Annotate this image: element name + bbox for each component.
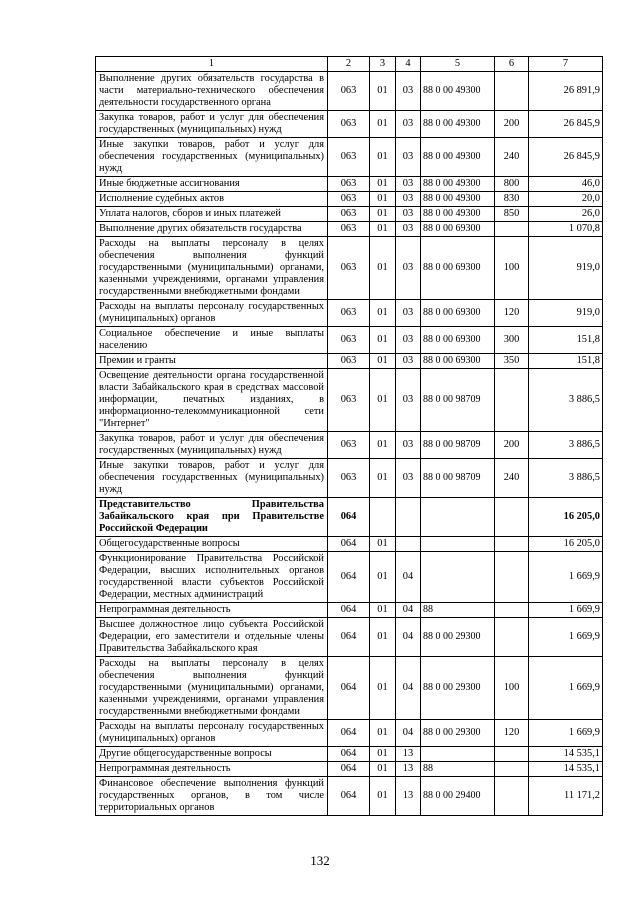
page-number: 132 xyxy=(310,853,330,868)
cell-ministry: 064 xyxy=(328,552,370,603)
header-col-5: 5 xyxy=(421,57,495,72)
table-row xyxy=(96,237,603,300)
cell-section: 01 xyxy=(370,369,396,432)
cell-ministry: 064 xyxy=(328,618,370,657)
header-col-6: 6 xyxy=(495,57,529,72)
cell-section: 01 xyxy=(370,762,396,777)
cell-section: 01 xyxy=(370,657,396,720)
header-col-3: 3 xyxy=(370,57,396,72)
cell-target-article: 88 0 00 29300 xyxy=(421,657,495,720)
row-name: Иные закупки товаров, работ и услуг для обеспечения государственных (муниципальных) нужд xyxy=(96,459,328,498)
table-row xyxy=(96,177,603,192)
cell-ministry: 063 xyxy=(328,237,370,300)
cell-expense-type: 100 xyxy=(495,657,529,720)
cell-ministry: 064 xyxy=(328,747,370,762)
cell-amount: 3 886,5 xyxy=(529,369,603,432)
table-row xyxy=(96,720,603,747)
cell-expense-type xyxy=(495,537,529,552)
cell-amount: 26 891,9 xyxy=(529,72,603,111)
cell-subsection: 03 xyxy=(396,354,421,369)
cell-subsection xyxy=(396,498,421,537)
table-row xyxy=(96,762,603,777)
row-name: Расходы на выплаты персоналу государственных (муниципальных) органов xyxy=(96,300,328,327)
table-body xyxy=(96,72,603,816)
cell-ministry: 063 xyxy=(328,111,370,138)
budget-table xyxy=(95,56,603,816)
row-name: Высшее должностное лицо субъекта Российской Федерации, его заместители и отдельные члены Правительства Забайкальского края xyxy=(96,618,328,657)
table-row xyxy=(96,777,603,816)
table-row xyxy=(96,369,603,432)
cell-amount: 151,8 xyxy=(529,354,603,369)
cell-ministry: 063 xyxy=(328,138,370,177)
cell-ministry: 063 xyxy=(328,222,370,237)
cell-expense-type: 200 xyxy=(495,111,529,138)
cell-expense-type xyxy=(495,72,529,111)
cell-ministry: 063 xyxy=(328,72,370,111)
row-name: Выполнение других обязательств государства xyxy=(96,222,328,237)
row-name: Непрограммная деятельность xyxy=(96,762,328,777)
header-col-7: 7 xyxy=(529,57,603,72)
cell-subsection: 04 xyxy=(396,657,421,720)
cell-ministry: 063 xyxy=(328,327,370,354)
cell-subsection: 04 xyxy=(396,603,421,618)
cell-subsection: 13 xyxy=(396,747,421,762)
cell-target-article xyxy=(421,552,495,603)
cell-subsection: 03 xyxy=(396,369,421,432)
cell-subsection: 03 xyxy=(396,177,421,192)
row-name: Закупка товаров, работ и услуг для обеспечения государственных (муниципальных) нужд xyxy=(96,432,328,459)
cell-expense-type: 200 xyxy=(495,432,529,459)
cell-target-article: 88 xyxy=(421,603,495,618)
cell-section: 01 xyxy=(370,327,396,354)
cell-ministry: 064 xyxy=(328,762,370,777)
cell-section xyxy=(370,498,396,537)
table-row xyxy=(96,432,603,459)
cell-ministry: 063 xyxy=(328,432,370,459)
cell-subsection: 03 xyxy=(396,207,421,222)
cell-subsection: 04 xyxy=(396,618,421,657)
cell-ministry: 063 xyxy=(328,300,370,327)
cell-expense-type: 350 xyxy=(495,354,529,369)
row-name: Премии и гранты xyxy=(96,354,328,369)
cell-subsection: 03 xyxy=(396,459,421,498)
cell-expense-type: 830 xyxy=(495,192,529,207)
cell-section: 01 xyxy=(370,72,396,111)
cell-section: 01 xyxy=(370,552,396,603)
cell-expense-type xyxy=(495,762,529,777)
cell-subsection: 03 xyxy=(396,300,421,327)
cell-expense-type: 240 xyxy=(495,459,529,498)
row-name: Исполнение судебных актов xyxy=(96,192,328,207)
cell-target-article: 88 0 00 49300 xyxy=(421,177,495,192)
cell-subsection xyxy=(396,537,421,552)
row-name: Освещение деятельности органа государственной власти Забайкальского края в средствах массовой информации, печатных изданиях, в информационно-телекоммуникационной сети "Интернет" xyxy=(96,369,328,432)
table-row xyxy=(96,300,603,327)
cell-section: 01 xyxy=(370,138,396,177)
table-row xyxy=(96,459,603,498)
cell-target-article: 88 0 00 49300 xyxy=(421,138,495,177)
cell-amount: 919,0 xyxy=(529,237,603,300)
cell-expense-type: 850 xyxy=(495,207,529,222)
cell-target-article xyxy=(421,747,495,762)
cell-target-article: 88 0 00 29300 xyxy=(421,720,495,747)
cell-ministry: 064 xyxy=(328,498,370,537)
cell-expense-type xyxy=(495,222,529,237)
cell-section: 01 xyxy=(370,537,396,552)
cell-amount: 11 171,2 xyxy=(529,777,603,816)
cell-amount: 151,8 xyxy=(529,327,603,354)
cell-target-article: 88 0 00 98709 xyxy=(421,459,495,498)
row-name: Общегосударственные вопросы xyxy=(96,537,328,552)
cell-expense-type: 100 xyxy=(495,237,529,300)
cell-expense-type: 120 xyxy=(495,720,529,747)
cell-target-article: 88 0 00 49300 xyxy=(421,207,495,222)
cell-amount: 26,0 xyxy=(529,207,603,222)
row-name: Уплата налогов, сборов и иных платежей xyxy=(96,207,328,222)
cell-section: 01 xyxy=(370,111,396,138)
cell-ministry: 064 xyxy=(328,537,370,552)
cell-subsection: 03 xyxy=(396,327,421,354)
cell-section: 01 xyxy=(370,603,396,618)
row-name: Расходы на выплаты персоналу государственных (муниципальных) органов xyxy=(96,720,328,747)
cell-expense-type xyxy=(495,369,529,432)
cell-amount: 3 886,5 xyxy=(529,432,603,459)
cell-ministry: 064 xyxy=(328,720,370,747)
cell-section: 01 xyxy=(370,747,396,762)
cell-expense-type xyxy=(495,777,529,816)
cell-amount: 1 669,9 xyxy=(529,603,603,618)
cell-target-article: 88 0 00 49300 xyxy=(421,111,495,138)
table-row xyxy=(96,657,603,720)
table-row xyxy=(96,498,603,537)
cell-ministry: 064 xyxy=(328,657,370,720)
cell-expense-type: 240 xyxy=(495,138,529,177)
cell-subsection: 03 xyxy=(396,432,421,459)
cell-expense-type: 800 xyxy=(495,177,529,192)
cell-target-article: 88 0 00 29400 xyxy=(421,777,495,816)
cell-target-article: 88 0 00 69300 xyxy=(421,300,495,327)
table-row xyxy=(96,603,603,618)
cell-amount: 46,0 xyxy=(529,177,603,192)
row-name: Выполнение других обязательств государства в части материально-технического обеспечения деятельности государственного органа xyxy=(96,72,328,111)
cell-section: 01 xyxy=(370,222,396,237)
cell-target-article: 88 0 00 49300 xyxy=(421,192,495,207)
cell-section: 01 xyxy=(370,459,396,498)
table-row xyxy=(96,111,603,138)
cell-subsection: 04 xyxy=(396,720,421,747)
cell-subsection: 03 xyxy=(396,192,421,207)
table-row xyxy=(96,327,603,354)
table-row xyxy=(96,138,603,177)
table-row xyxy=(96,552,603,603)
cell-subsection: 03 xyxy=(396,222,421,237)
row-name: Расходы на выплаты персоналу в целях обеспечения выполнения функций государственными (муниципальными) органами, казенными учреждениями, органами управления государственными внебюджетными фондами xyxy=(96,657,328,720)
row-name: Социальное обеспечение и иные выплаты населению xyxy=(96,327,328,354)
cell-section: 01 xyxy=(370,192,396,207)
cell-amount: 1 669,9 xyxy=(529,720,603,747)
table-row xyxy=(96,747,603,762)
cell-target-article: 88 0 00 69300 xyxy=(421,354,495,369)
cell-target-article: 88 0 00 69300 xyxy=(421,327,495,354)
row-name: Закупка товаров, работ и услуг для обеспечения государственных (муниципальных) нужд xyxy=(96,111,328,138)
cell-target-article: 88 0 00 98709 xyxy=(421,432,495,459)
cell-ministry: 063 xyxy=(328,369,370,432)
cell-expense-type xyxy=(495,552,529,603)
cell-subsection: 03 xyxy=(396,72,421,111)
cell-target-article: 88 0 00 98709 xyxy=(421,369,495,432)
cell-subsection: 13 xyxy=(396,762,421,777)
table-row xyxy=(96,207,603,222)
table-row xyxy=(96,222,603,237)
cell-ministry: 063 xyxy=(328,192,370,207)
row-name: Функционирование Правительства Российской Федерации, высших исполнительных органов государственной власти субъектов Российской Федерации, местных администраций xyxy=(96,552,328,603)
header-col-2: 2 xyxy=(328,57,370,72)
cell-expense-type: 300 xyxy=(495,327,529,354)
cell-target-article: 88 xyxy=(421,762,495,777)
table-row xyxy=(96,354,603,369)
cell-amount: 919,0 xyxy=(529,300,603,327)
row-name: Расходы на выплаты персоналу в целях обеспечения выполнения функций государственными (муниципальными) органами, казенными учреждениями, органами управления государственными внебюджетными фондами xyxy=(96,237,328,300)
row-name: Иные закупки товаров, работ и услуг для обеспечения государственных (муниципальных) нужд xyxy=(96,138,328,177)
header-col-1: 1 xyxy=(96,57,328,72)
cell-amount: 14 535,1 xyxy=(529,762,603,777)
header-row xyxy=(96,57,603,72)
table-row xyxy=(96,192,603,207)
cell-section: 01 xyxy=(370,207,396,222)
cell-amount: 1 669,9 xyxy=(529,657,603,720)
cell-target-article: 88 0 00 29300 xyxy=(421,618,495,657)
row-name: Финансовое обеспечение выполнения функций государственных органов, в том числе территориальных органов xyxy=(96,777,328,816)
cell-expense-type xyxy=(495,498,529,537)
cell-amount: 26 845,9 xyxy=(529,111,603,138)
cell-target-article: 88 0 00 69300 xyxy=(421,237,495,300)
cell-ministry: 063 xyxy=(328,207,370,222)
cell-section: 01 xyxy=(370,177,396,192)
cell-section: 01 xyxy=(370,432,396,459)
header-col-4: 4 xyxy=(396,57,421,72)
cell-ministry: 063 xyxy=(328,459,370,498)
cell-section: 01 xyxy=(370,237,396,300)
cell-expense-type xyxy=(495,747,529,762)
cell-amount: 1 669,9 xyxy=(529,618,603,657)
cell-section: 01 xyxy=(370,618,396,657)
cell-amount: 1 669,9 xyxy=(529,552,603,603)
cell-target-article xyxy=(421,498,495,537)
row-name: Другие общегосударственные вопросы xyxy=(96,747,328,762)
cell-amount: 1 070,8 xyxy=(529,222,603,237)
cell-section: 01 xyxy=(370,777,396,816)
cell-section: 01 xyxy=(370,354,396,369)
cell-ministry: 064 xyxy=(328,603,370,618)
cell-amount: 3 886,5 xyxy=(529,459,603,498)
cell-amount: 14 535,1 xyxy=(529,747,603,762)
cell-ministry: 063 xyxy=(328,177,370,192)
cell-expense-type xyxy=(495,603,529,618)
cell-expense-type: 120 xyxy=(495,300,529,327)
row-name: Непрограммная деятельность xyxy=(96,603,328,618)
cell-subsection: 04 xyxy=(396,552,421,603)
cell-ministry: 063 xyxy=(328,354,370,369)
cell-amount: 20,0 xyxy=(529,192,603,207)
table-row xyxy=(96,618,603,657)
row-name: Представительство Правительства Забайкальского края при Правительстве Российской Федерации xyxy=(96,498,328,537)
cell-target-article: 88 0 00 49300 xyxy=(421,72,495,111)
cell-subsection: 03 xyxy=(396,138,421,177)
cell-amount: 26 845,9 xyxy=(529,138,603,177)
cell-subsection: 03 xyxy=(396,111,421,138)
cell-amount: 16 205,0 xyxy=(529,498,603,537)
cell-target-article xyxy=(421,537,495,552)
cell-ministry: 064 xyxy=(328,777,370,816)
cell-section: 01 xyxy=(370,300,396,327)
table-row xyxy=(96,72,603,111)
cell-amount: 16 205,0 xyxy=(529,537,603,552)
cell-expense-type xyxy=(495,618,529,657)
cell-subsection: 03 xyxy=(396,237,421,300)
cell-section: 01 xyxy=(370,720,396,747)
cell-subsection: 13 xyxy=(396,777,421,816)
table-row xyxy=(96,537,603,552)
cell-target-article: 88 0 00 69300 xyxy=(421,222,495,237)
row-name: Иные бюджетные ассигнования xyxy=(96,177,328,192)
